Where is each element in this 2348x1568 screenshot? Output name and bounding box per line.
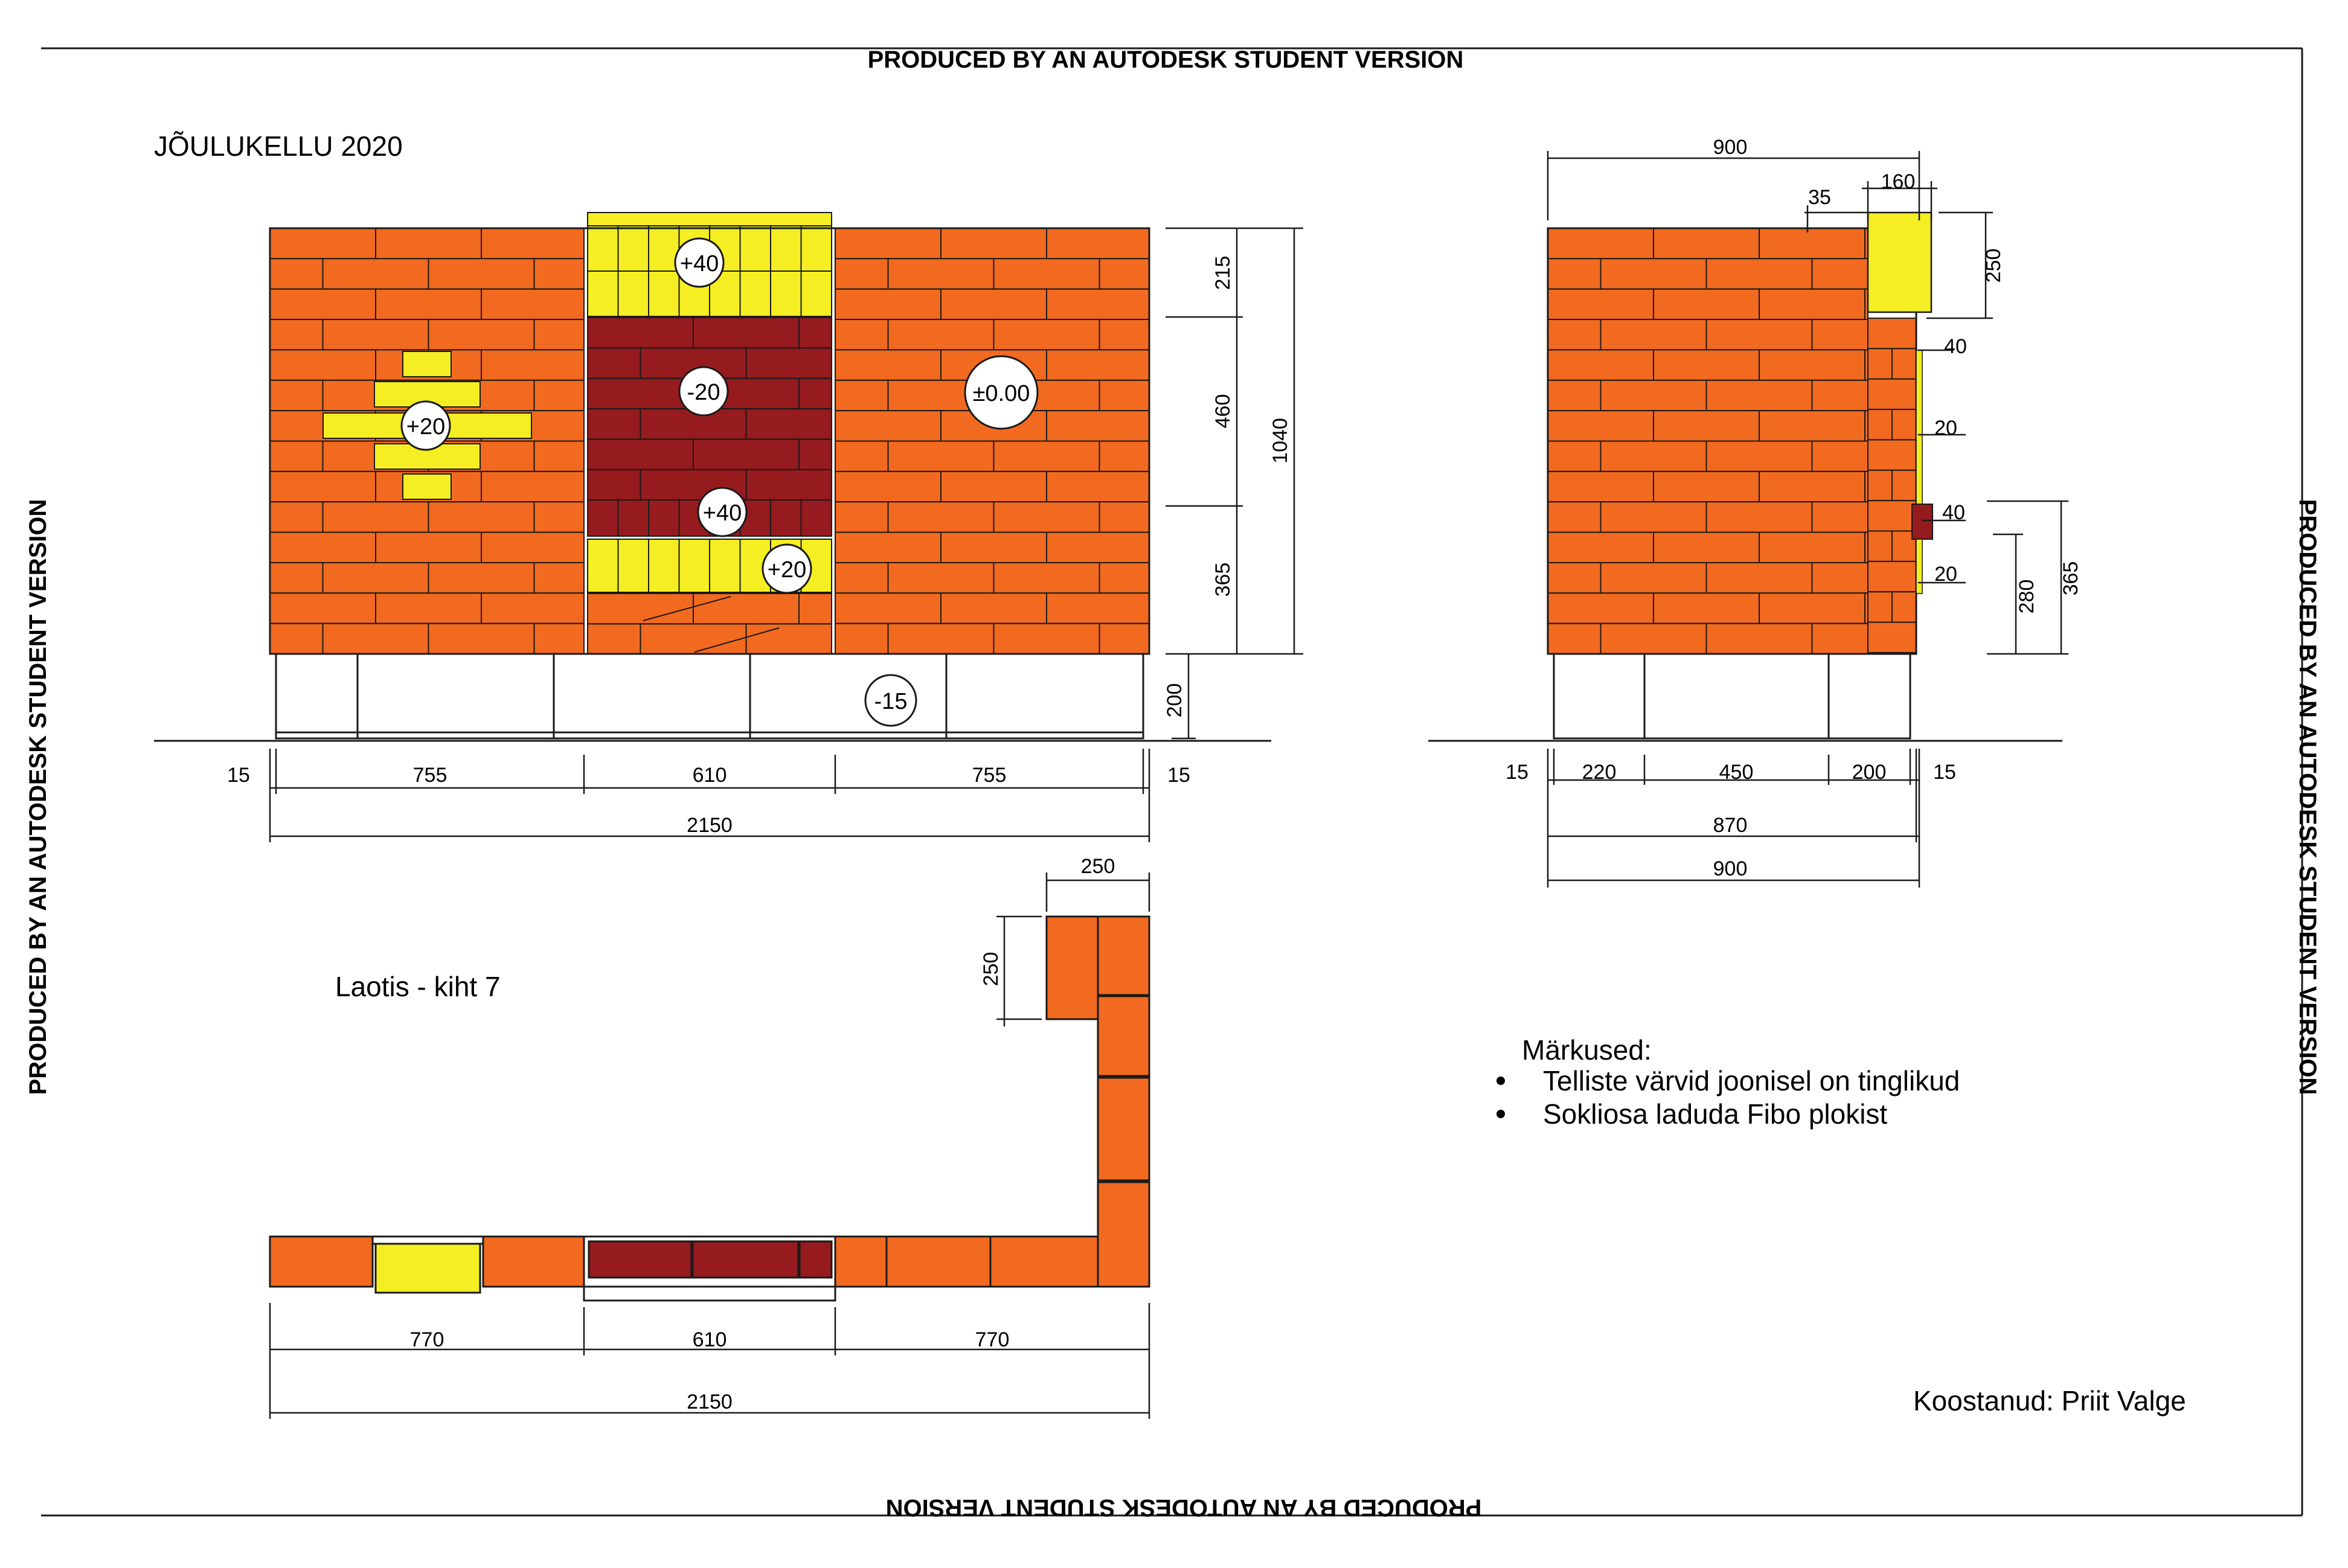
brick (481, 289, 584, 319)
brick (270, 593, 376, 623)
brick (835, 350, 941, 380)
yellow-brick (740, 226, 771, 271)
brick (641, 624, 746, 654)
brick (376, 533, 481, 563)
brick (270, 319, 323, 350)
brick (941, 228, 1047, 258)
brick (835, 289, 941, 319)
yellow-brick (710, 539, 740, 592)
brick (835, 472, 941, 502)
brick (1047, 289, 1149, 319)
brick (323, 502, 429, 532)
side-brick (1812, 502, 1868, 532)
brick (941, 472, 1047, 502)
dark-brick (588, 470, 641, 500)
side-brick (1868, 318, 1916, 348)
brick (376, 593, 481, 623)
side-brick (1812, 380, 1868, 411)
side-brick (1707, 624, 1812, 654)
brick (270, 441, 323, 472)
brick (693, 594, 799, 624)
svg-text:-20: -20 (687, 380, 720, 405)
brick (323, 624, 429, 654)
side-brick (1868, 440, 1916, 470)
side-dim-bottom-15-right: 15 (1933, 761, 1956, 784)
side-dim-220: 220 (1582, 761, 1617, 784)
side-brick (1654, 411, 1759, 441)
side-brick (1868, 470, 1892, 501)
side-brick (1654, 350, 1759, 380)
brick (323, 258, 429, 289)
dark-brick (649, 500, 679, 536)
side-brick (1759, 411, 1865, 441)
brick (270, 502, 323, 532)
brick (888, 624, 994, 654)
yellow-brick (801, 226, 832, 271)
side-brick (1601, 319, 1707, 350)
brick (323, 319, 429, 350)
drawing-title: JÕULUKELLU 2020 (154, 130, 403, 162)
side-dim-35: 35 (1808, 186, 1831, 209)
side-brick (1654, 533, 1759, 563)
brick (1100, 441, 1150, 472)
side-brick (1759, 228, 1865, 258)
side-plinth (1554, 654, 1910, 738)
yellow-brick (588, 539, 618, 592)
brick (941, 533, 1047, 563)
side-brick (1548, 319, 1601, 350)
side-yellow-strip-lower (1916, 539, 1922, 594)
brick (481, 350, 584, 380)
brick (1100, 502, 1150, 532)
brick (270, 289, 376, 319)
brick (323, 563, 429, 593)
brick (429, 563, 534, 593)
side-brick (1548, 472, 1654, 502)
level-bubble-base (965, 356, 1038, 429)
brick (270, 258, 323, 289)
side-brick (1759, 533, 1865, 563)
side-brick (1812, 258, 1868, 289)
front-dim-755-left: 755 (412, 764, 447, 787)
side-brick (1759, 289, 1865, 319)
brick (835, 593, 941, 623)
brick (994, 502, 1100, 532)
front-dim-610: 610 (692, 764, 727, 787)
yellow-brick (649, 539, 679, 592)
front-dim-755-right: 755 (972, 764, 1007, 787)
dark-brick (799, 439, 832, 469)
side-brick (1759, 472, 1865, 502)
dark-brick (801, 500, 832, 536)
side-brick (1548, 533, 1654, 563)
brick (888, 258, 994, 289)
brick (1047, 533, 1149, 563)
yellow-brick (740, 271, 771, 316)
dark-brick (693, 318, 799, 348)
note-bullet-1 (1496, 1077, 1505, 1085)
plan-dim-770-left: 770 (409, 1328, 444, 1351)
front-dim-215: 215 (1211, 255, 1234, 290)
yellow-brick (649, 271, 679, 316)
yellow-brick (679, 539, 710, 592)
brick (270, 624, 323, 654)
side-dim-40-lower: 40 (1942, 501, 1965, 524)
cross-brick (403, 351, 451, 377)
side-brick (1654, 289, 1759, 319)
side-dark-block (1912, 504, 1933, 539)
side-yellow-strip-upper (1916, 350, 1922, 513)
yellow-brick (801, 271, 832, 316)
side-brick (1601, 380, 1707, 411)
brick (994, 563, 1100, 593)
front-dim-200: 200 (1163, 683, 1186, 718)
side-brick (1892, 409, 1916, 440)
dark-brick (693, 439, 799, 469)
brick (270, 350, 376, 380)
dark-brick (588, 409, 641, 439)
brick (888, 441, 994, 472)
dark-brick (588, 348, 641, 378)
brick (1100, 624, 1150, 654)
brick (429, 502, 534, 532)
side-dim-20-lower: 20 (1934, 563, 1957, 586)
brick (746, 624, 832, 654)
brick (1100, 563, 1150, 593)
svg-text:+20: +20 (767, 557, 807, 583)
side-brick (1812, 624, 1868, 654)
side-brick (1548, 258, 1601, 289)
side-brick (1812, 563, 1868, 593)
notes-heading: Märkused: (1522, 1034, 1652, 1066)
watermark-left: PRODUCED BY AN AUTODESK STUDENT VERSION (25, 499, 51, 1095)
brick (534, 624, 585, 654)
brick (835, 228, 941, 258)
watermark-bottom: PRODUCED BY AN AUTODESK STUDENT VERSION (885, 1494, 1482, 1521)
svg-text:+40: +40 (702, 501, 742, 526)
brick (588, 624, 641, 654)
brick (1047, 350, 1149, 380)
brick (270, 472, 376, 502)
brick (1100, 258, 1150, 289)
yellow-brick (618, 271, 649, 316)
side-brick (1707, 563, 1812, 593)
dark-brick (618, 500, 649, 536)
side-dim-250: 250 (1982, 248, 2005, 283)
brick (1100, 319, 1150, 350)
yellow-brick (618, 226, 649, 271)
plan-dim-total: 2150 (687, 1390, 733, 1413)
level-bubble-bottom-yellow (763, 545, 811, 593)
brick (481, 472, 584, 502)
brick (835, 563, 888, 593)
brick (429, 319, 534, 350)
svg-text:-15: -15 (874, 689, 908, 714)
side-brick (1868, 592, 1892, 622)
side-dim-280: 280 (2015, 579, 2038, 614)
brick (941, 289, 1047, 319)
brick (534, 441, 585, 472)
dark-brick (746, 348, 832, 378)
brick (888, 502, 994, 532)
side-brick (1892, 592, 1916, 622)
side-brick (1654, 472, 1759, 502)
side-brick (1812, 319, 1868, 350)
side-brick (1548, 563, 1601, 593)
brick (994, 258, 1100, 289)
brick (481, 533, 584, 563)
side-brick (1759, 350, 1865, 380)
brick (534, 258, 585, 289)
side-brick (1601, 624, 1707, 654)
front-elevation (227, 213, 1303, 842)
level-bubble-plinth (865, 675, 916, 726)
side-brick (1707, 319, 1812, 350)
level-bubble-dark-center (679, 367, 728, 415)
plan-dim-770-right: 770 (975, 1328, 1010, 1351)
dark-brick (799, 379, 832, 409)
brick (270, 380, 323, 411)
note-bullet-2 (1496, 1110, 1505, 1118)
brick (799, 594, 832, 624)
dark-brick (746, 470, 832, 500)
side-brick (1812, 441, 1868, 472)
brick (429, 624, 534, 654)
side-brick (1548, 411, 1654, 441)
dark-brick (799, 318, 832, 348)
side-brick (1868, 348, 1892, 379)
note-item-2: Sokliosa laduda Fibo plokist (1543, 1098, 1888, 1130)
side-brick (1868, 562, 1916, 592)
brick (534, 380, 585, 411)
side-brick (1548, 593, 1654, 623)
side-brick (1892, 348, 1916, 379)
brick (376, 228, 481, 258)
plan-view-layer-7 (270, 855, 1149, 1419)
brick (534, 319, 585, 350)
brick (270, 228, 376, 258)
brick (1047, 411, 1149, 441)
brick (835, 441, 888, 472)
dark-brick (588, 439, 693, 469)
side-brick (1548, 380, 1601, 411)
brick (376, 289, 481, 319)
side-dim-20-upper: 20 (1934, 417, 1957, 440)
brick (1047, 228, 1149, 258)
side-brickwork (1548, 228, 1916, 654)
side-brick (1868, 501, 1916, 531)
brick (835, 502, 888, 532)
brick (481, 228, 584, 258)
brick (941, 593, 1047, 623)
level-bubble-top-yellow (675, 238, 723, 287)
yellow-brick (771, 226, 801, 271)
yellow-cap (588, 213, 832, 226)
brick (994, 624, 1100, 654)
brick (1047, 593, 1149, 623)
cross-brick (403, 474, 451, 499)
watermark-right: PRODUCED BY AN AUTODESK STUDENT VERSION (2294, 499, 2321, 1095)
brick (835, 411, 941, 441)
side-brick (1654, 593, 1759, 623)
side-brick (1601, 441, 1707, 472)
brick (835, 319, 888, 350)
plan-dim-250-left: 250 (980, 952, 1002, 987)
brick (888, 319, 994, 350)
side-elevation (1506, 136, 2082, 888)
dark-brick (746, 409, 832, 439)
brick (588, 594, 693, 624)
side-brick (1707, 502, 1812, 532)
side-yellow-cap (1868, 213, 1931, 312)
dark-brick (588, 318, 693, 348)
brick (270, 563, 323, 593)
level-bubble-cross (402, 402, 450, 450)
yellow-brick (618, 539, 649, 592)
side-brick (1601, 502, 1707, 532)
brick (835, 624, 888, 654)
side-brick (1759, 593, 1865, 623)
side-dim-160: 160 (1881, 170, 1916, 193)
side-dim-450: 450 (1719, 761, 1754, 784)
side-brick (1548, 441, 1601, 472)
side-brick (1707, 258, 1812, 289)
dark-brick (771, 500, 801, 536)
side-brick (1868, 622, 1916, 653)
front-dim-460: 460 (1211, 394, 1234, 429)
side-brick (1548, 502, 1601, 532)
brick (481, 593, 584, 623)
side-dim-365: 365 (2059, 561, 2082, 596)
brick (888, 563, 994, 593)
side-brick (1868, 409, 1892, 440)
brick (534, 563, 585, 593)
yellow-brick (588, 271, 618, 316)
brick (994, 319, 1100, 350)
svg-text:+20: +20 (406, 414, 446, 440)
side-dim-40-upper: 40 (1944, 335, 1967, 358)
side-brick (1868, 379, 1916, 409)
brick (835, 533, 941, 563)
side-brick (1868, 531, 1892, 562)
side-brick (1548, 624, 1601, 654)
yellow-brick (588, 226, 618, 271)
side-brick (1548, 228, 1654, 258)
svg-text:±0.00: ±0.00 (972, 381, 1030, 406)
side-brick (1548, 350, 1654, 380)
brick (994, 441, 1100, 472)
dark-brick (588, 500, 618, 536)
plan-dim-610: 610 (692, 1328, 727, 1351)
dark-brick (588, 379, 693, 409)
side-dim-top-900: 900 (1713, 136, 1748, 159)
brick (1100, 380, 1150, 411)
side-brick (1601, 258, 1707, 289)
side-brick (1892, 470, 1916, 501)
brick (835, 258, 888, 289)
side-dim-870: 870 (1713, 814, 1748, 837)
brick (429, 258, 534, 289)
front-dim-total: 2150 (687, 814, 733, 837)
level-bubble-dark-lower (698, 488, 746, 536)
brick (835, 380, 888, 411)
side-brick (1548, 289, 1654, 319)
side-brick (1707, 441, 1812, 472)
side-brick (1601, 563, 1707, 593)
svg-text:+40: +40 (679, 251, 719, 277)
front-dim-365: 365 (1211, 562, 1234, 597)
brick (534, 502, 585, 532)
side-brick (1707, 380, 1812, 411)
front-dim-1040: 1040 (1269, 418, 1292, 464)
plan-dim-250-top: 250 (1080, 855, 1115, 878)
side-brick (1654, 228, 1759, 258)
plan-label: Laotis - kiht 7 (335, 971, 501, 1002)
brick (270, 533, 376, 563)
side-dim-200: 200 (1852, 761, 1887, 784)
side-dim-bottom-15-left: 15 (1506, 761, 1528, 784)
author-credit: Koostanud: Priit Valge (1913, 1385, 2186, 1416)
front-dim-left-15: 15 (227, 764, 250, 787)
yellow-brick (771, 271, 801, 316)
front-plinth (276, 654, 1143, 738)
watermark-top: PRODUCED BY AN AUTODESK STUDENT VERSION (867, 46, 1464, 73)
brick (1047, 472, 1149, 502)
side-dim-900: 900 (1713, 857, 1748, 880)
front-dim-right-15: 15 (1167, 764, 1190, 787)
note-item-1: Telliste värvid joonisel on tinglikud (1543, 1065, 1960, 1096)
